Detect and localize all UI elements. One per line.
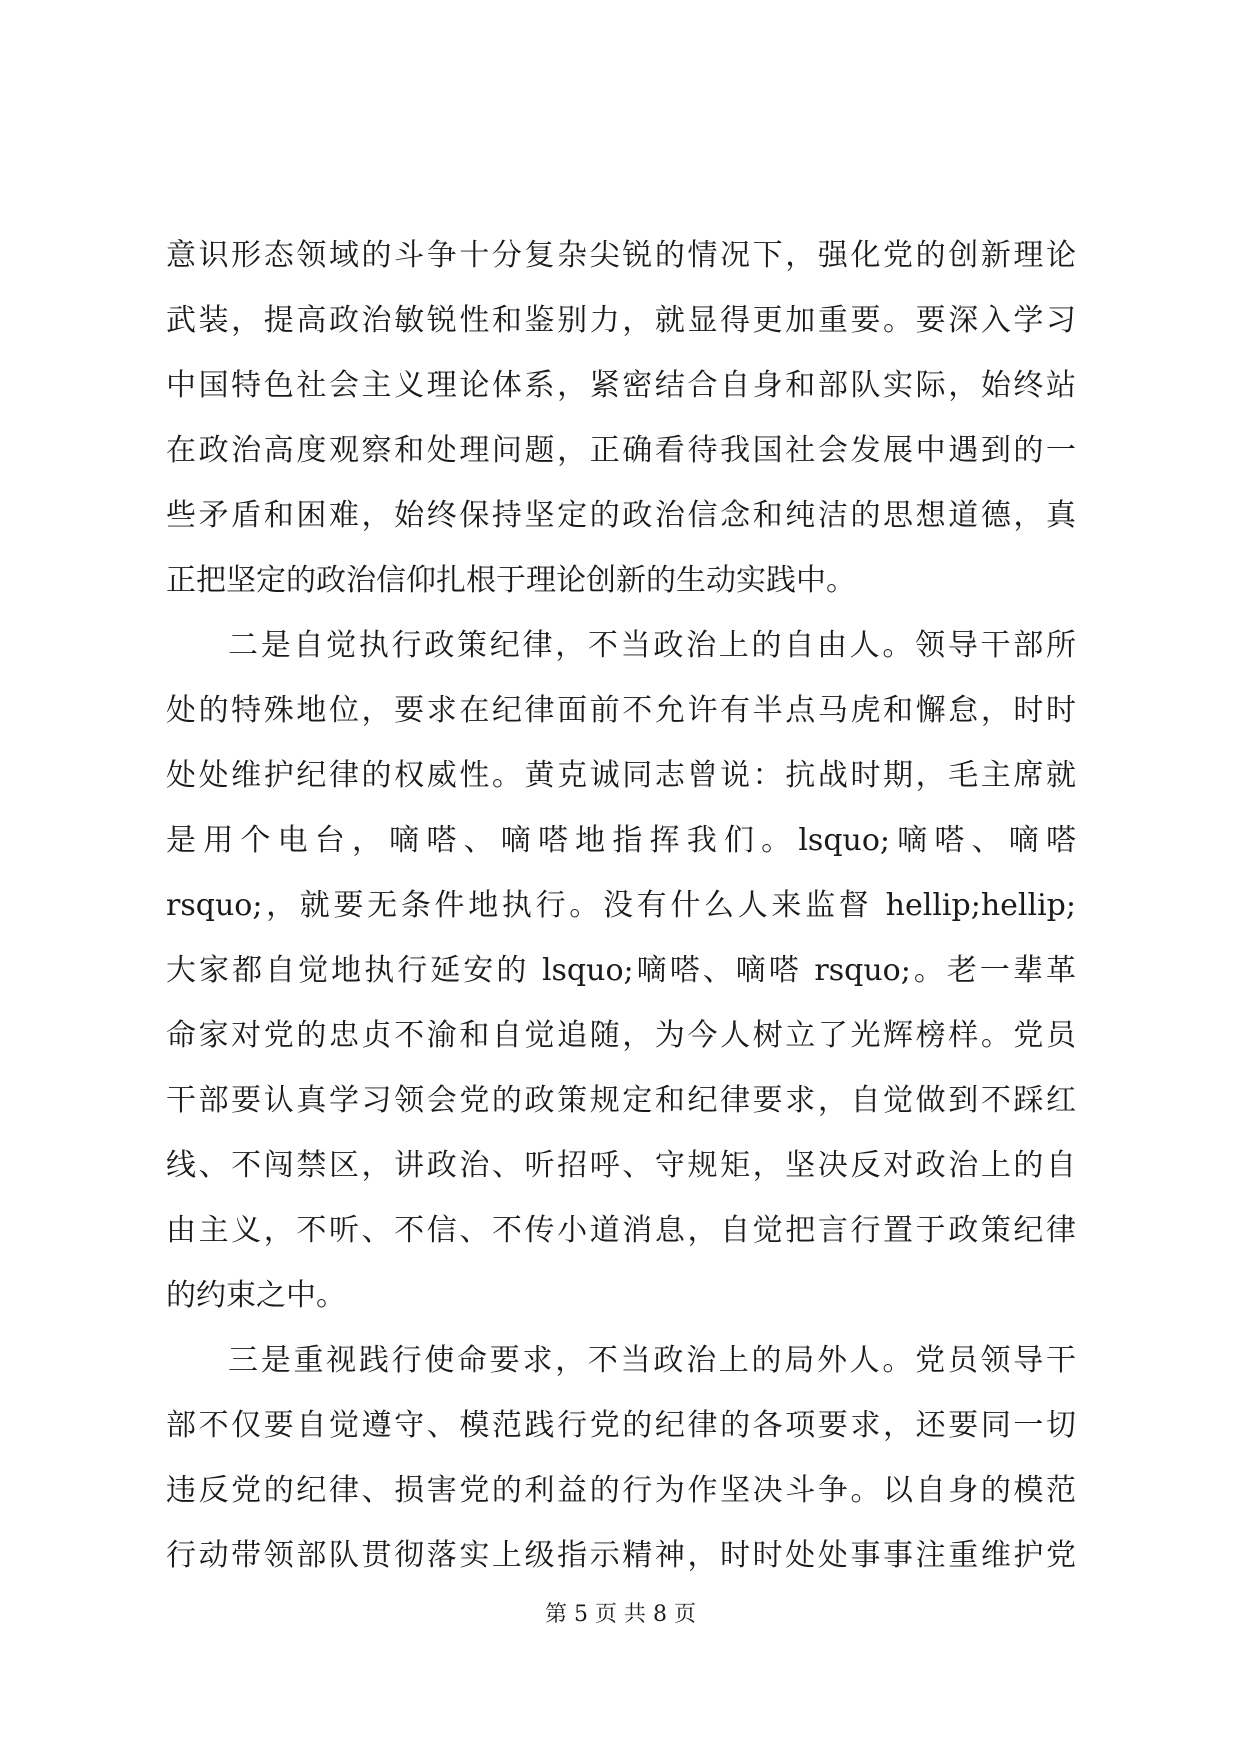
text-line: 二是自觉执行政策纪律，不当政治上的自由人。领导干部所 — [228, 628, 1076, 663]
text-line: 正把坚定的政治信仰扎根于理论创新的生动实践中。 — [166, 563, 856, 598]
text-line: 大家都自觉地执行延安的 lsquo;嘀嗒、嘀嗒 rsquo;。老一辈革 — [166, 953, 1076, 988]
text-line: 武装，提高政治敏锐性和鉴别力，就显得更加重要。要深入学习 — [166, 303, 1076, 338]
text-line: 的约束之中。 — [166, 1278, 346, 1313]
text-line: 行动带领部队贯彻落实上级指示精神，时时处处事事注重维护党 — [166, 1538, 1076, 1573]
text-line: 命家对党的忠贞不渝和自觉追随，为今人树立了光辉榜样。党员 — [166, 1018, 1076, 1053]
text-line: 部不仅要自觉遵守、模范践行党的纪律的各项要求，还要同一切 — [166, 1408, 1076, 1443]
text-line: 意识形态领域的斗争十分复杂尖锐的情况下，强化党的创新理论 — [166, 238, 1076, 273]
text-line: 由主义，不听、不信、不传小道消息，自觉把言行置于政策纪律 — [166, 1213, 1076, 1248]
text-line: rsquo;，就要无条件地执行。没有什么人来监督 hellip;hellip; — [166, 888, 1076, 923]
page-footer: 第 5 页 共 8 页 — [545, 1602, 696, 1627]
text-line: 些矛盾和困难，始终保持坚定的政治信念和纯洁的思想道德，真 — [166, 498, 1076, 533]
body-text — [166, 223, 1076, 1588]
text-line: 在政治高度观察和处理问题，正确看待我国社会发展中遇到的一 — [166, 433, 1076, 468]
text-line: 违反党的纪律、损害党的利益的行为作坚决斗争。以自身的模范 — [166, 1473, 1076, 1508]
text-line: 中国特色社会主义理论体系，紧密结合自身和部队实际，始终站 — [166, 368, 1076, 403]
text-line: 线、不闯禁区，讲政治、听招呼、守规矩，坚决反对政治上的自 — [166, 1148, 1076, 1183]
text-line: 三是重视践行使命要求，不当政治上的局外人。党员领导干 — [228, 1343, 1076, 1378]
text-line: 干部要认真学习领会党的政策规定和纪律要求，自觉做到不踩红 — [166, 1083, 1076, 1118]
text-line: 处处维护纪律的权威性。黄克诚同志曾说：抗战时期，毛主席就 — [166, 758, 1076, 793]
text-line: 是用个电台，嘀嗒、嘀嗒地指挥我们。lsquo;嘀嗒、嘀嗒 — [166, 823, 1076, 858]
text-line: 处的特殊地位，要求在纪律面前不允许有半点马虎和懈怠，时时 — [166, 693, 1076, 728]
